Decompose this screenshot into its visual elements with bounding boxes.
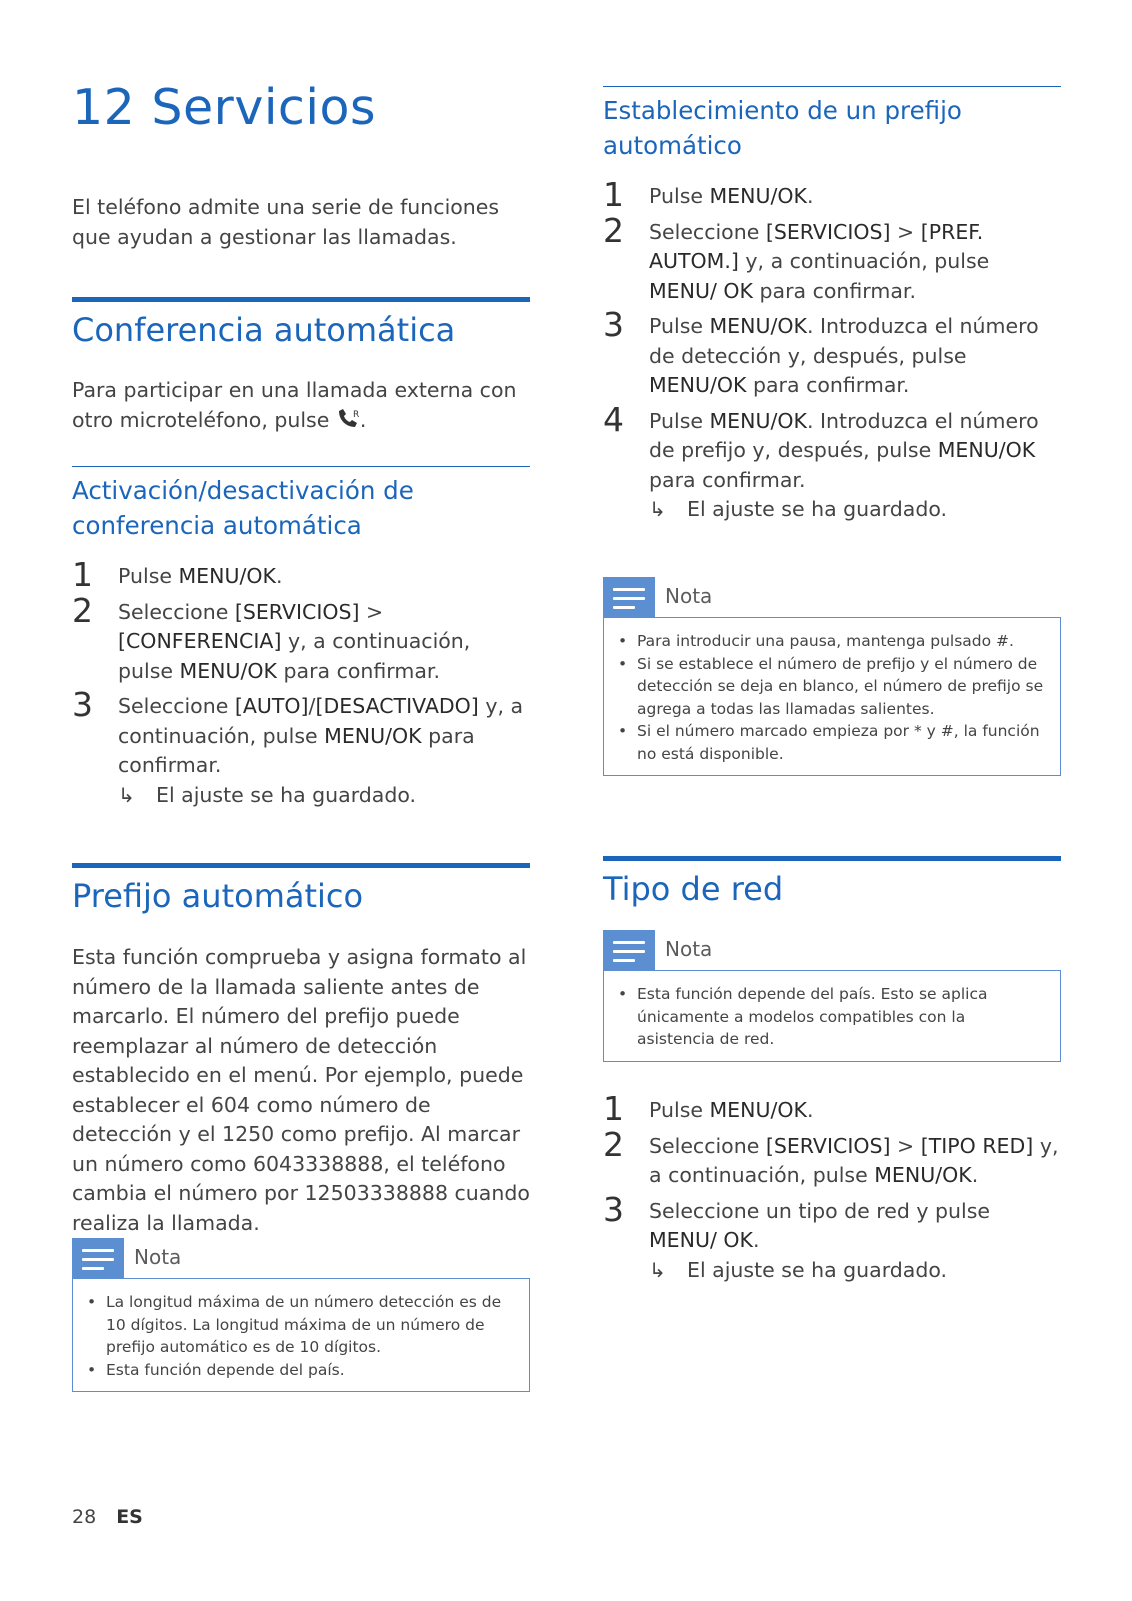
step-text-part: para confirmar. [276,658,440,683]
step-text [649,218,1061,307]
step-text-part: > [359,599,384,624]
step-text-part: para confirmar. [746,373,910,397]
step-text-part: . [275,564,283,588]
step-keyword: MENU/OK [709,314,807,338]
step-keyword: MENU/OK [709,408,807,433]
step-number: 4 [603,399,624,439]
step-result [118,781,530,811]
note-label: Nota [134,1245,182,1269]
step-keyword: MENU/OK [937,438,1036,462]
step-text-part: . [752,1228,760,1252]
steps-tipo-red [603,1089,1061,1291]
note-item: • Si se establece el número de prefijo y el número de detección se deja en blanco, el número de prefijo se agrega a todas las llamadas salientes. [618,653,1046,721]
note-content [72,1278,530,1392]
step-text-part: Pulse [649,314,710,338]
note-icon [603,577,655,617]
step-text [649,1197,1061,1256]
page-number: 28 [72,1506,97,1528]
step-item [603,1124,1061,1191]
step-text-part: Seleccione [118,599,235,624]
note-establecimiento [603,577,1061,776]
step-text-part: Seleccione [649,1133,766,1158]
step-keyword: [CONFERENCIA] [118,629,282,653]
result-arrow-icon: ↳ [118,782,135,807]
step-text-part: Pulse [649,408,710,433]
step-text [649,182,1061,212]
step-keyword: MENU/OK [874,1163,972,1187]
step-keyword: [SERVICIOS] [765,219,891,244]
note-item: • Si el número marcado empieza por * y #, la función no está disponible. [618,720,1046,765]
step-text-part: > [890,219,921,244]
step-keyword: [SERVICIOS] [234,599,360,624]
note-item: • Esta función depende del país. [87,1359,515,1382]
step-keyword: [TIPO RED] [920,1133,1034,1158]
step-number: 1 [72,555,93,594]
step-result-text: El ajuste se ha guardado. [687,1257,948,1282]
step-text-part: y, a continuación, pulse [118,629,471,683]
steps-activacion [72,555,530,816]
step-item [603,210,1061,307]
step-text [649,407,1061,496]
steps-establecimiento [603,175,1061,531]
step-keyword: MENU/OK [179,658,277,683]
step-number: 2 [603,1124,624,1164]
step-keyword: MENU/ OK [649,1228,753,1252]
step-text-part: y, a continuación, pulse [738,249,990,273]
note-list [618,630,1046,765]
step-text [118,562,530,592]
conferencia-text-after-icon: . [359,407,367,432]
step-result-text: El ajuste se ha guardado. [687,497,948,521]
note-content [603,617,1061,776]
section-title-tipo-red: Tipo de red [603,856,1061,909]
step-item [603,1189,1061,1286]
prefijo-description: Esta función comprueba y asigna formato al número de la llamada saliente antes de marcarlo. El número del prefijo puede reemplazar al número de detección establecido en el menú. Por ejemplo, puede establecer el 604 como número de detección y el 1250 como prefijo. Al marcar un número como 6043338888, el teléfono cambia el número por 12503338888 cuando realiza la llamada. [72,945,530,1235]
step-result [649,495,1061,525]
chapter-title: 12 Servicios [72,79,376,136]
step-result-text: El ajuste se ha guardado. [156,782,417,807]
step-item [603,1089,1061,1128]
subsection-title-activacion: Activación/desactivación de conferencia automática [72,466,530,543]
note-header [603,930,1061,970]
step-keyword: MENU/OK [178,564,276,588]
step-keyword: [PREF. AUTOM.] [649,219,984,273]
step-text [649,312,1061,401]
step-keyword: MENU/OK [709,184,807,208]
step-text-part: . [971,1163,979,1187]
conferencia-text-before-icon: Para participar en una llamada externa con otro microteléfono, pulse [72,378,517,432]
step-text [649,1132,1061,1191]
step-keyword: MENU/OK [709,1098,807,1122]
section-title-conferencia: Conferencia automática [72,297,530,350]
step-number: 2 [72,590,93,630]
step-result [649,1256,1061,1286]
step-text-part: para confirmar. [118,723,475,777]
step-keyword: MENU/OK [324,723,422,748]
note-header [603,577,1061,617]
step-text [118,692,530,781]
step-text [649,1096,1061,1126]
step-item [603,175,1061,214]
step-text-part: para confirmar. [752,278,916,303]
note-label: Nota [665,584,713,608]
step-item [72,590,530,687]
step-item [603,305,1061,401]
section-title-prefijo: Prefijo automático [72,863,530,916]
page-footer [72,1506,143,1528]
note-label: Nota [665,937,713,961]
subsection-title-establecimiento: Establecimiento de un prefijo automático [603,86,1061,163]
note-icon [72,1238,124,1278]
step-text-part: . Introduzca el número de prefijo y, después, pulse [649,408,1039,462]
step-number: 3 [603,305,624,344]
step-text-part: para confirmar. [649,467,806,492]
step-text-part: . [806,1098,814,1122]
note-item: • La longitud máxima de un número detección es de 10 dígitos. La longitud máxima de un número de prefijo automático es de 10 dígitos. [87,1291,515,1359]
step-number: 3 [603,1189,624,1229]
note-header [72,1238,530,1278]
handset-icon [336,408,360,430]
note-icon [603,930,655,970]
step-number: 3 [72,685,93,724]
note-list [618,983,1046,1051]
step-text-part: > [890,1133,921,1158]
conferencia-description [72,376,530,435]
language-code: ES [116,1506,143,1528]
step-text-part: Pulse [649,184,710,208]
step-text-part: . Introduzca el número de detección y, después, pulse [649,314,1039,368]
step-keyword: [DESACTIVADO] [315,694,479,718]
step-text-part: Seleccione un tipo de red y pulse [649,1198,991,1223]
svg-text:R: R [352,409,360,420]
step-keyword: [AUTO] [234,694,309,718]
step-text-part: / [308,694,316,718]
note-tipo-red [603,930,1061,1062]
note-content [603,970,1061,1062]
step-number: 1 [603,1089,624,1128]
result-arrow-icon: ↳ [649,497,666,521]
step-keyword: MENU/OK [649,373,747,397]
step-text-part: y, a continuación, pulse [118,694,524,748]
step-text [118,598,530,687]
step-item [72,685,530,810]
step-keyword: MENU/ OK [649,278,753,303]
note-item: • Para introducir una pausa, mantenga pulsado #. [618,630,1046,653]
note-prefijo [72,1238,530,1392]
note-list [87,1291,515,1381]
step-text-part: Pulse [118,564,179,588]
step-text-part: Seleccione [649,219,766,244]
step-text-part: Seleccione [118,694,235,718]
step-number: 1 [603,175,624,214]
step-number: 2 [603,210,624,250]
step-text-part: Pulse [649,1098,710,1122]
step-text-part: . [806,184,814,208]
step-keyword: [SERVICIOS] [765,1133,891,1158]
step-item [603,399,1061,525]
intro-paragraph: El teléfono admite una serie de funciones que ayudan a gestionar las llamadas. [72,195,500,249]
step-text-part: y, a continuación, pulse [649,1133,1059,1187]
step-item [72,555,530,594]
result-arrow-icon: ↳ [649,1257,666,1282]
note-item: • Esta función depende del país. Esto se aplica únicamente a modelos compatibles con la asistencia de red. [618,983,1046,1051]
